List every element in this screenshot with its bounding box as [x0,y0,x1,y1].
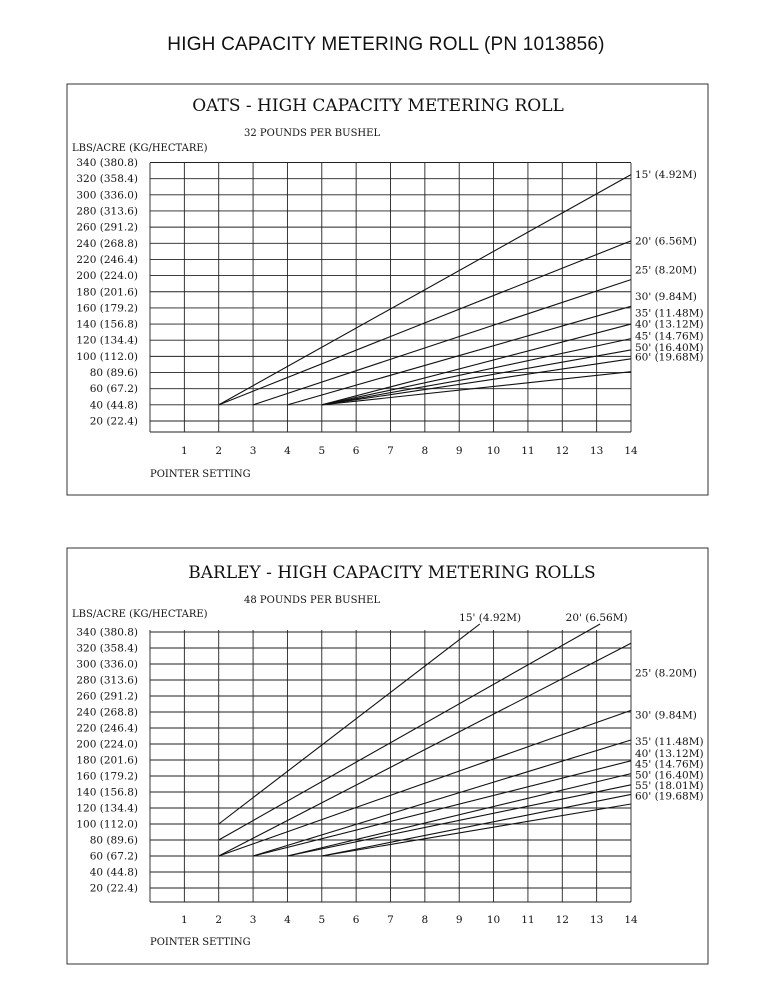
x-tick-label: 11 [521,445,535,457]
y-tick-label: 300 (336.0) [76,658,138,671]
x-tick-label: 4 [284,445,291,457]
x-tick-label: 14 [624,914,638,926]
series-labels [459,612,703,803]
y-tick-label: 20 (22.4) [89,415,138,428]
y-tick-label: 160 (179.2) [76,770,138,783]
y-tick-label: 120 (134.4) [76,802,138,815]
y-tick-label: 60 (67.2) [89,850,138,863]
y-tick-label: 180 (201.6) [76,754,138,767]
series-label: 60' (19.68M) [635,790,704,803]
y-tick-label: 100 (112.0) [76,818,138,831]
series-line [253,280,631,405]
x-tick-label: 12 [555,914,569,926]
oats-chart [0,80,772,500]
y-tick-label: 200 (224.0) [76,738,138,751]
y-tick-label: 340 (380.8) [76,157,138,169]
series-line [322,324,631,405]
y-tick-label: 100 (112.0) [76,350,138,363]
series-labels [635,169,704,364]
y-tick-label: 340 (380.8) [76,626,138,639]
x-tick-label: 7 [387,445,394,457]
grid [150,630,631,902]
series-label: 40' (13.12M) [635,318,704,331]
series-label: 25' (8.20M) [635,264,697,277]
x-tick-label: 9 [455,914,463,926]
x-tick-label: 4 [284,914,291,926]
x-tick-label: 1 [181,445,188,457]
chart-title: OATS - HIGH CAPACITY METERING ROLL [192,96,564,116]
x-axis-title: POINTER SETTING [150,937,251,948]
y-tick-label: 160 (179.2) [76,302,138,315]
series-label: 55' (18.01M) [635,780,704,793]
y-tick-label: 140 (156.8) [76,786,138,799]
series-label: 45' (14.76M) [635,330,704,343]
y-tick-label: 240 (268.8) [76,237,138,250]
barley-chart [0,543,772,968]
x-tick-label: 6 [352,445,360,457]
y-tick-label: 260 (291.2) [76,690,138,703]
y-tick-label: 220 (246.4) [76,253,138,266]
y-tick-label: 120 (134.4) [76,334,138,347]
x-tick-label: 5 [318,445,326,457]
series-line [322,804,631,856]
x-tick-label: 7 [387,914,394,926]
x-tick-label: 13 [589,914,604,926]
x-tick-label: 12 [555,445,569,457]
x-tick-label: 8 [421,445,429,457]
x-tick-label: 14 [624,445,638,457]
x-tick-label: 3 [249,445,257,457]
y-tick-label: 180 (201.6) [76,286,138,299]
x-tick-label: 10 [486,445,501,457]
y-tick-label: 240 (268.8) [76,706,138,719]
y-tick-label: 320 (358.4) [76,173,138,186]
page-title: HIGH CAPACITY METERING ROLL (PN 1013856) [167,34,605,55]
x-tick-label: 11 [521,914,535,926]
series-label: 35' (11.48M) [635,307,704,320]
series-label: 15' (4.92M) [635,169,697,182]
x-tick-label: 10 [486,914,501,926]
y-tick-label: 20 (22.4) [89,882,138,895]
y-tick-label: 140 (156.8) [76,318,138,331]
series-label: 20' (6.56M) [635,235,697,248]
y-tick-label: 280 (313.6) [76,205,138,218]
grid [150,163,631,433]
series-label: 45' (14.76M) [635,758,704,771]
series-label: 50' (16.40M) [635,769,704,782]
chart-subtitle: 32 POUNDS PER BUSHEL [244,128,381,139]
series-label: 30' (9.84M) [635,709,697,722]
y-tick-label: 40 (44.8) [89,399,138,412]
y-tick-label: 220 (246.4) [76,722,138,735]
series-line [322,350,631,405]
y-tick-label: 280 (313.6) [76,674,138,687]
y-tick-label: 80 (89.6) [89,367,138,380]
y-axis-title: LBS/ACRE (KG/HECTARE) [72,143,208,154]
y-tick-label: 80 (89.6) [89,834,138,847]
x-tick-label: 9 [455,445,463,457]
series-label: 60' (19.68M) [635,351,704,364]
x-tick-label: 8 [421,914,429,926]
x-tick-labels [181,914,638,926]
series-label: 35' (11.48M) [635,736,704,749]
chart-subtitle: 48 POUNDS PER BUSHEL [244,595,381,606]
y-tick-labels [76,627,138,895]
x-tick-label: 6 [352,914,360,926]
y-tick-label: 320 (358.4) [76,642,138,655]
series-line [219,624,480,824]
series-label: 50' (16.40M) [635,341,704,354]
y-tick-label: 40 (44.8) [89,866,138,879]
y-axis-title: LBS/ACRE (KG/HECTARE) [72,609,208,620]
series-line [322,339,631,405]
x-tick-label: 1 [181,914,188,926]
series-label: 20' (6.56M) [565,612,628,624]
x-tick-label: 3 [249,914,257,926]
y-tick-labels [76,157,138,428]
x-tick-label: 2 [215,914,223,926]
x-axis-title: POINTER SETTING [150,469,251,480]
y-tick-label: 300 (336.0) [76,189,138,202]
series-line [253,740,631,856]
x-tick-labels [181,445,638,457]
y-tick-label: 60 (67.2) [89,383,138,396]
y-tick-label: 200 (224.0) [76,270,138,283]
series-label: 15' (4.92M) [459,612,522,624]
y-tick-label: 260 (291.2) [76,221,138,234]
chart-title: BARLEY - HIGH CAPACITY METERING ROLLS [188,563,596,583]
series-label: 30' (9.84M) [635,291,697,304]
series-label: 40' (13.12M) [635,748,704,761]
x-tick-label: 2 [215,445,223,457]
x-tick-label: 13 [589,445,604,457]
x-tick-label: 5 [318,914,326,926]
series-label: 25' (8.20M) [635,667,697,680]
